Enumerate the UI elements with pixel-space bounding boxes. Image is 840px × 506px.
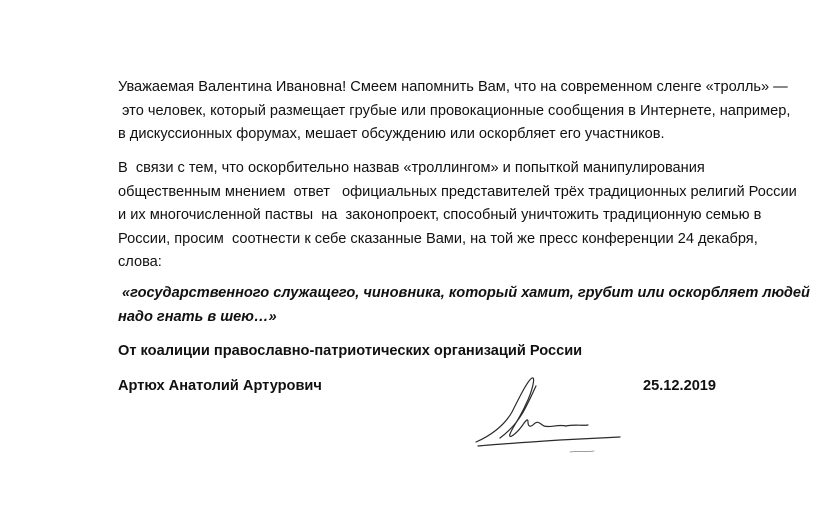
text-line: и их многочисленной паствы на законопроект, способный уничтожить традиционную семью в <box>118 207 762 224</box>
text-line: общественным мнением ответ официальных представителей трёх традиционных религий России <box>118 183 797 200</box>
quote-line: надо гнать в шею…» <box>118 308 277 325</box>
text-line: России, просим соотнести к себе сказанные Вами, на той же пресс конференции 24 декабря, <box>118 230 758 247</box>
text-line: В связи с тем, что оскорбительно назвав «троллингом» и попыткой манипулирования <box>118 160 705 176</box>
paragraph-request <box>118 157 798 275</box>
quote-line: «государственного служащего, чиновника, который хамит, грубит или оскорбляет людей <box>118 285 810 301</box>
letter-date: 25.12.2019 <box>643 378 717 394</box>
text-line: слова: <box>118 254 162 271</box>
signature-image <box>470 368 630 460</box>
author-name: Артюх Анатолий Артурович <box>118 378 322 394</box>
text-line: в дискуссионных форумах, мешает обсуждению или оскорбляет его участников. <box>118 126 665 143</box>
text-line: Уважаемая Валентина Ивановна! Смеем напомнить Вам, что на современном сленге «тролль» — <box>118 79 788 95</box>
quotation <box>118 282 810 329</box>
paragraph-greeting <box>118 76 798 147</box>
text-line: это человек, который размещает грубые или провокационные сообщения в Интернете, например, <box>118 102 791 119</box>
coalition-line: От коалиции православно-патриотических организаций России <box>118 343 583 359</box>
